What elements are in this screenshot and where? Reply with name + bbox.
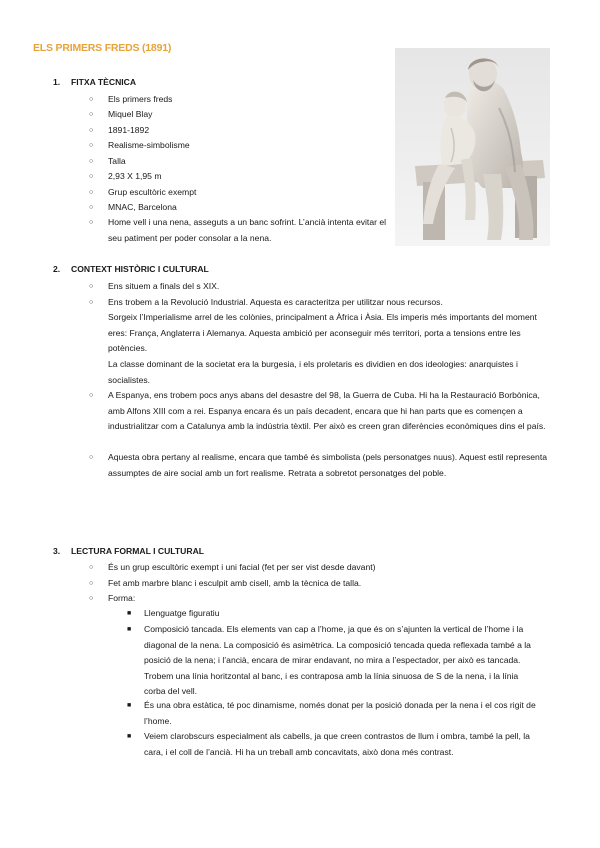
paragraph: Sorgeix l’Imperialisme arrel de les colònies, principalment a Àfrica i Àsia. Els imperis més importants del moment eres: França, Anglaterra i Alemanya. Aquesta ambició per aconseguir més territori, porta a tensions entre les potències. (108, 312, 537, 354)
square-bullet-icon: ■ (127, 610, 132, 617)
list-item-text: Fet amb marbre blanc i esculpit amb cisell, amb la tècnica de talla. (108, 578, 362, 588)
hollow-bullet-icon: ○ (89, 283, 94, 290)
list-item-text: És un grup escultòric exempt i uni facial (fet per ser vist desde davant) (108, 562, 376, 572)
hollow-bullet-icon: ○ (89, 96, 94, 103)
hollow-bullet-icon: ○ (89, 173, 94, 180)
section-number: 2. (53, 264, 61, 274)
list-item-text: Home vell i una nena, asseguts a un banc sofrint. L’ancià intenta evitar el seu patiment per poder consolar a la nena. (108, 217, 387, 243)
list-item-text: 2,93 X 1,95 m (108, 171, 162, 181)
list-item-text: Grup escultòric exempt (108, 187, 197, 197)
sub-list-item-text: Veiem clarobscurs especialment als cabells, ja que creen contrastos de llum i ombra, també la pell, la cara, i el coll de l’ancià. Hi ha un treball amb concavitats, això dona més contrast. (144, 731, 530, 757)
document-title: ELS PRIMERS FREDS (1891) (33, 42, 172, 54)
hollow-bullet-icon: ○ (89, 142, 94, 149)
section-title: FITXA TÈCNICA (71, 77, 137, 87)
list-item-text: Ens trobem a la Revolució Industrial. Aquesta es caracteritza per utilitzar nous recursos. (108, 297, 443, 307)
hollow-bullet-icon: ○ (89, 454, 94, 461)
section-number: 1. (53, 77, 61, 87)
list-item-text: A Espanya, ens trobem pocs anys abans del desastre del 98, la Guerra de Cuba. Hi ha la Restauració Borbònica, amb Alfons XIII com a rei. Espanya encara és un país decadent, encara que hi han parts que es començen a industrialitzar com a Catalunya amb la indústria tèxtil. Per això es creen gran diferències econòmiques dins el país. (108, 390, 546, 432)
sub-list-item-text: És una obra estàtica, té poc dinamisme, només donat per la posició donada per la nena i el cos rigit de l’home. (144, 700, 536, 726)
hollow-bullet-icon: ○ (89, 204, 94, 211)
list-item-text: Realisme-simbolisme (108, 140, 190, 150)
square-bullet-icon: ■ (127, 733, 132, 740)
hollow-bullet-icon: ○ (89, 299, 94, 306)
list-item-text: Miquel Blay (108, 109, 153, 119)
hollow-bullet-icon: ○ (89, 189, 94, 196)
list-item-text: Aquesta obra pertany al realisme, encara que també és simbolista (pels personatges nuus). Aquest estil representa assumptes de aire social amb un fort realisme. Retrata a sobretot personatges del poble. (108, 452, 548, 478)
hollow-bullet-icon: ○ (89, 392, 94, 399)
hollow-bullet-icon: ○ (89, 219, 94, 226)
section-title: CONTEXT HISTÒRIC I CULTURAL (71, 264, 209, 274)
section-number: 3. (53, 546, 61, 556)
list-item-text: 1891-1892 (108, 125, 150, 135)
section-heading (53, 264, 209, 274)
hollow-bullet-icon: ○ (89, 158, 94, 165)
sub-list-item-text: Llenguatge figuratiu (144, 608, 220, 618)
list-item-text: Els primers freds (108, 94, 173, 104)
square-bullet-icon: ■ (127, 626, 132, 633)
section-title: LECTURA FORMAL I CULTURAL (71, 546, 205, 556)
sub-list-item-text: Composició tancada. Els elements van cap a l’home, ja que és on s’ajunten la vertical de l’home i la diagonal de la nena. La composició és asimètrica. La composició tencada queda reflexada també a la posició de la nena; i l’ancià, encara de mirar endavant, no mira a l’espectador, per això es tancada. Trobem una línia horitzontal al banc, i es contraposa amb la línia sinuosa de S de la nena, i la línia corba del vell. (144, 624, 531, 697)
section-heading (53, 77, 136, 87)
hollow-bullet-icon: ○ (89, 580, 94, 587)
hollow-bullet-icon: ○ (89, 564, 94, 571)
list-item-text: Talla (108, 156, 126, 166)
section-heading (53, 546, 204, 556)
list-item-text: MNAC, Barcelona (108, 202, 177, 212)
hollow-bullet-icon: ○ (89, 111, 94, 118)
paragraph: La classe dominant de la societat era la burgesia, i els proletaris es dividien en dos ideologies: anarquistes i socialistes. (108, 359, 518, 385)
square-bullet-icon: ■ (127, 702, 132, 709)
list-item-text: Forma: (108, 593, 136, 603)
list-item-text: Ens situem a finals del s XIX. (108, 281, 220, 291)
hollow-bullet-icon: ○ (89, 595, 94, 602)
hollow-bullet-icon: ○ (89, 127, 94, 134)
